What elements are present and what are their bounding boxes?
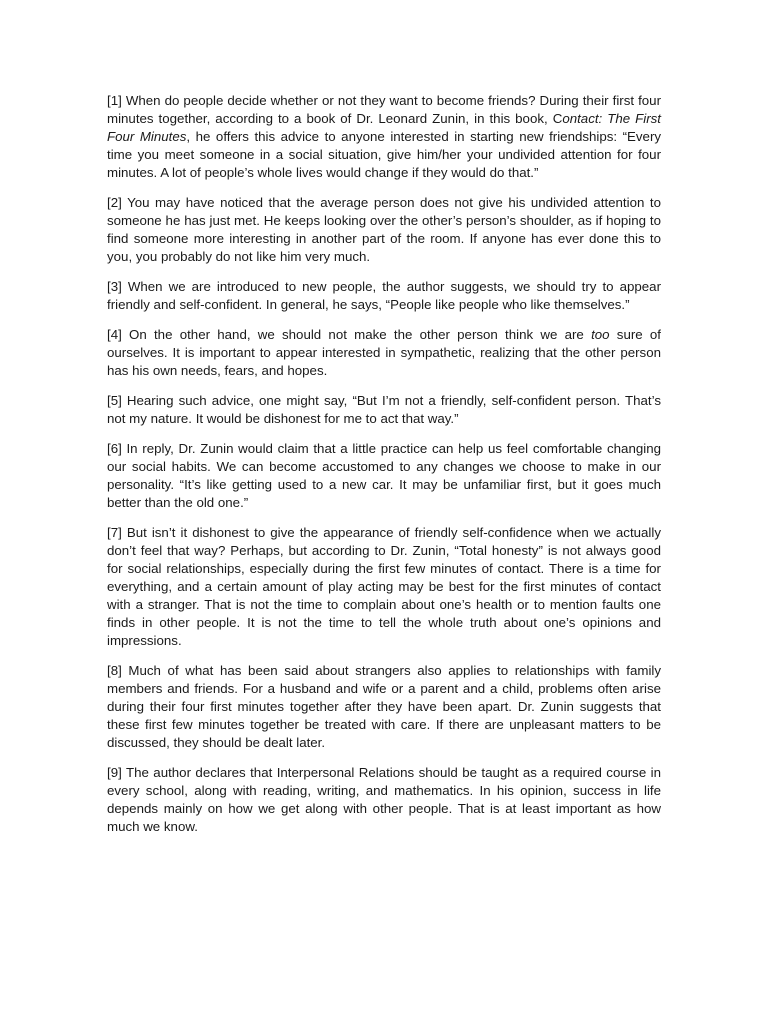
paragraph-5 [107, 392, 661, 428]
emphasis-too: too [591, 327, 610, 342]
paragraph-6 [107, 440, 661, 512]
p7-text: [7] But isn’t it dishonest to give the appearance of friendly self-confidence when we actually don’t feel that way? Perhaps, but according to Dr. Zunin, “Total honesty” is not always good for social relationships, especially during the first few minutes of contact. There is a time for everything, and a certain amount of play acting may be best for the first minutes of contact with a stranger. That is not the time to complain about one’s health or to mention faults one finds in other people. It is not the time to tell the whole truth about one’s opinions and impressions. [107, 525, 661, 648]
p4-seg-1: [4] On the other hand, we should not make the other person think we are [107, 327, 592, 342]
paragraph-3 [107, 278, 661, 314]
p3-text: [3] When we are introduced to new people, the author suggests, we should try to appear friendly and self-confident. In general, he says, “People like people who like themselves.” [107, 279, 661, 312]
p8-text: [8] Much of what has been said about strangers also applies to relationships with family members and friends. For a husband and wife or a parent and a child, problems often arise during their four first minutes together after they have been apart. Dr. Zunin suggests that these first few minutes together be treated with care. If there are unpleasant matters to be discussed, they should be dealt later. [107, 663, 661, 750]
paragraph-7 [107, 524, 661, 650]
paragraph-9 [107, 764, 661, 836]
document-page [107, 92, 661, 848]
p2-text: [2] You may have noticed that the average person does not give his undivided attention to someone he has just met. He keeps looking over the other’s person’s shoulder, as if hoping to find someone more interesting in another part of the room. If anyone has ever done this to you, you probably do not like him very much. [107, 195, 661, 264]
p6-text: [6] In reply, Dr. Zunin would claim that a little practice can help us feel comfortable changing our social habits. We can become accustomed to any changes we choose to make in our personality. “It’s like getting used to a new car. It may be unfamiliar first, but it goes much better than the old one.” [107, 441, 661, 510]
paragraph-8 [107, 662, 661, 752]
paragraph-2 [107, 194, 661, 266]
paragraph-4 [107, 326, 661, 380]
book-title: ontact: The First Four Minutes [107, 111, 661, 144]
p1-seg-1: [1] When do people decide whether or not they want to become friends? During their first four minutes together, according to a book of Dr. Leonard Zunin, in this book, C [107, 93, 661, 126]
p9-text: [9] The author declares that Interpersonal Relations should be taught as a required course in every school, along with reading, writing, and mathematics. In his opinion, success in life depends mainly on how we get along with other people. That is at least important as how much we know. [107, 765, 661, 834]
p1-seg-3: , he offers this advice to anyone interested in starting new friendships: “Every time you meet someone in a social situation, give him/her your undivided attention for four minutes. A lot of people’s whole lives would change if they would do that.” [107, 129, 662, 180]
p4-seg-3: sure of ourselves. It is important to appear interested in sympathetic, realizing that the other person has his own needs, fears, and hopes. [107, 327, 661, 378]
paragraph-1 [107, 92, 661, 182]
p5-text: [5] Hearing such advice, one might say, “But I’m not a friendly, self-confident person. That’s not my nature. It would be dishonest for me to act that way.” [107, 393, 661, 426]
